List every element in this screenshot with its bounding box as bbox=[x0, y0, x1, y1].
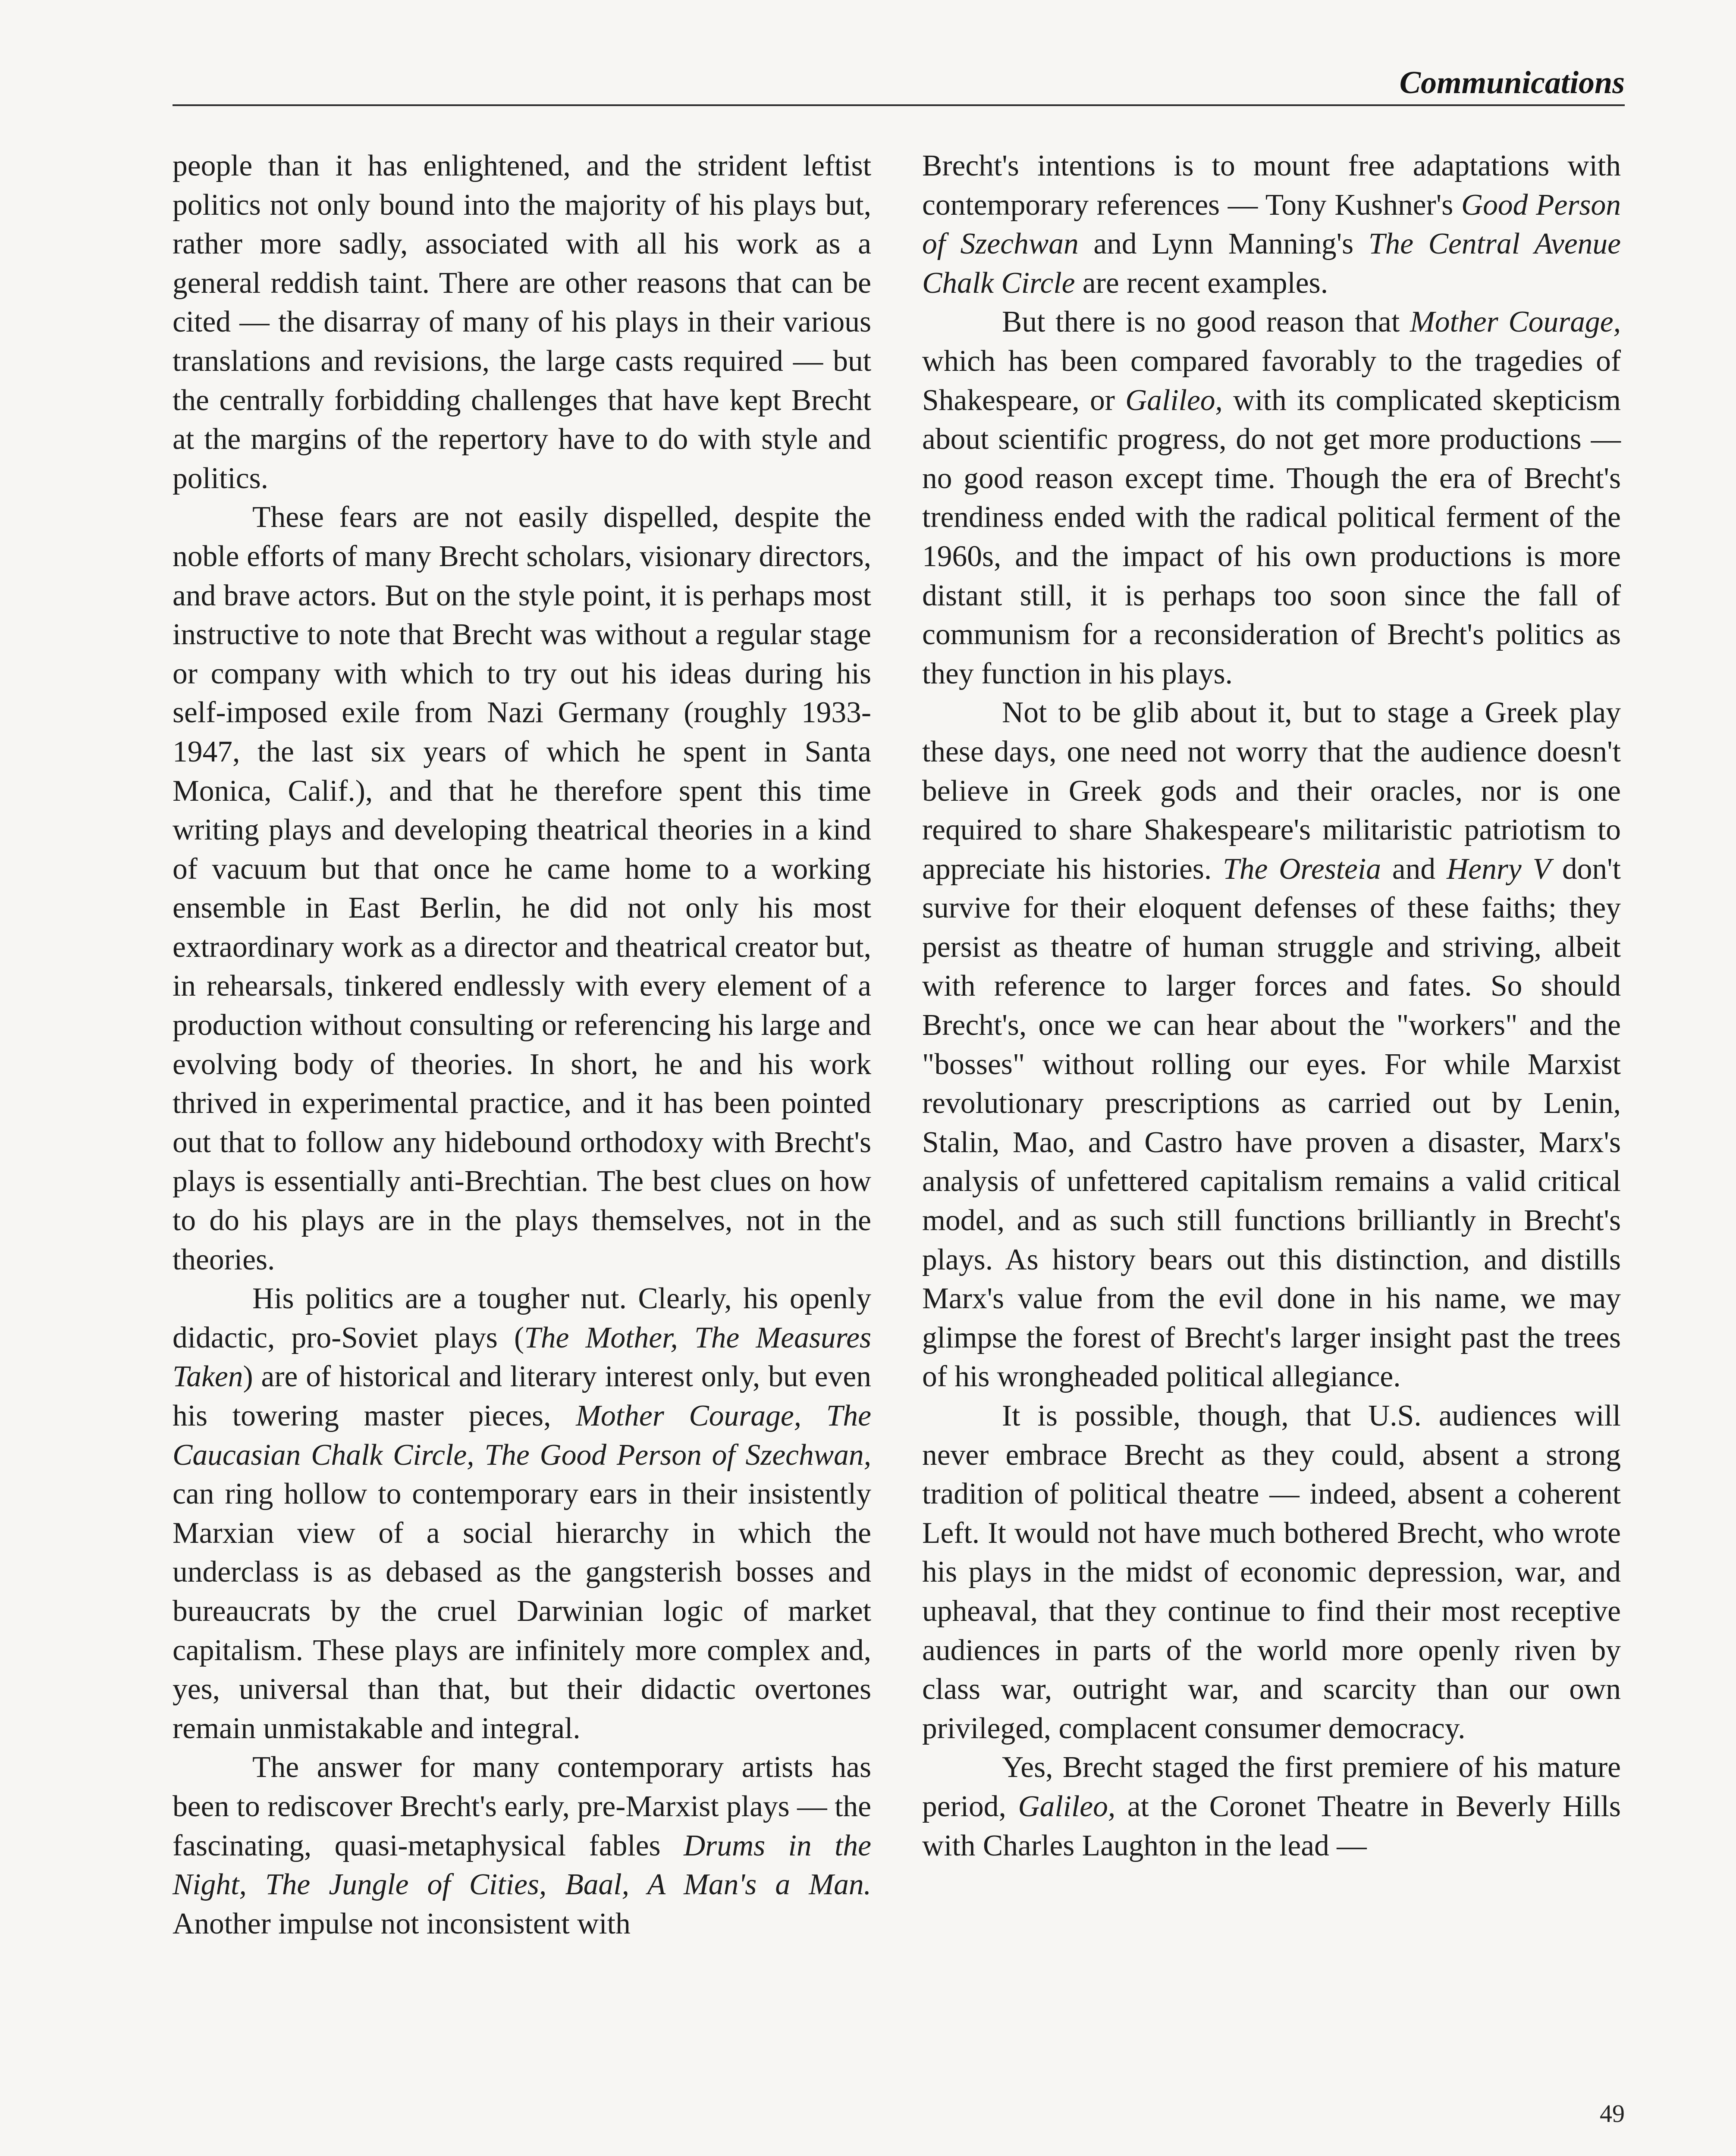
play-title: Galileo, bbox=[1125, 383, 1223, 417]
play-title: The Central Avenue Chalk Circle bbox=[922, 227, 1621, 300]
play-title: Mother Courage, The Caucasian Chalk Circle, The Good Person of Szechwan, bbox=[173, 1399, 871, 1472]
paragraph: His politics are a tougher nut. Clearly, his openly didactic, pro-Soviet plays (The Mother, The Measures Taken) are of historical and literary interest only, but even his towering master pieces, Mother Courage, The Caucasian Chalk Circle, The Good Person of Szechwan, can ring hollow to contemporary ears in their insistently Marxian view of a social hierarchy in which the underclass is as debased as the gangsterish bosses and bureaucrats by the cruel Darwinian logic of market capitalism. These plays are infinitely more complex and, yes, universal than that, but their didactic overtones remain unmistakable and integral. bbox=[173, 1282, 871, 1745]
play-title: Henry V bbox=[1447, 852, 1551, 886]
paragraph: Yes, Brecht staged the first premiere of his mature period, Galileo, at the Coronet Theatre in Beverly Hills with Charles Laughton in the lead — bbox=[922, 1751, 1621, 1862]
header-rule bbox=[173, 104, 1625, 106]
paragraph: Not to be glib about it, but to stage a Greek play these days, one need not worry that the audience doesn't believe in Greek gods and their oracles, nor is one required to share Shakespeare's militaristic patriotism to appreciate his histories. The Oresteia and Henry V don't survive for their eloquent defenses of these faiths; they persist as theatre of human struggle and striving, albeit with reference to larger forces and fates. So should Brecht's, once we can hear about the "workers" and the "bosses" without rolling our eyes. For while Marxist revolutionary prescriptions as carried out by Lenin, Stalin, Mao, and Castro have proven a disaster, Marx's analysis of unfettered capitalism remains a valid critical model, and as such still functions brilliantly in Brecht's plays. As history bears out this distinction, and distills Marx's value from the evil done in his name, we may glimpse the forest of Brecht's larger insight past the trees of his wrongheaded political allegiance. bbox=[922, 696, 1621, 1394]
running-head: Communications bbox=[1399, 65, 1625, 100]
play-title: Drums in the Night, The Jungle of Cities, Baal, A Man's a Man. bbox=[173, 1829, 871, 1902]
play-title: Mother Courage, bbox=[1410, 305, 1621, 339]
paragraph: These fears are not easily dispelled, despite the noble efforts of many Brecht scholars, visionary directors, and brave actors. But on the style point, it is perhaps most instructive to note that Brecht was without a regular stage or company with which to try out his ideas during his self-imposed exile from Nazi Germany (roughly 1933-1947, the last six years of which he spent in Santa Monica, Calif.), and that he therefore spent this time writing plays and developing theatrical theories in a kind of vacuum but that once he came home to a working ensemble in East Berlin, he did not only his most extraordinary work as a director and theatrical creator but, in rehearsals, tinkered endlessly with every element of a production without consulting or referencing his large and evolving body of theories. In short, he and his work thrived in experimental practice, and it has been pointed out that to follow any hidebound orthodoxy with Brecht's plays is essentially anti-Brechtian. The best clues on how to do his plays are in the plays themselves, not in the theories. bbox=[173, 501, 871, 1276]
page-number: 49 bbox=[1600, 2100, 1625, 2128]
paragraph: Brecht's intentions is to mount free adaptations with contemporary references — Tony Kushner's Good Person of Szechwan and Lynn Manning's The Central Avenue Chalk Circle are recent examples. bbox=[922, 149, 1621, 300]
play-title: The Mother, The Measures Taken bbox=[173, 1321, 871, 1394]
paragraph: people than it has enlightened, and the strident leftist politics not only bound into the majority of his plays but, rather more sadly, associated with all his work as a general reddish taint. There are other reasons that can be cited — the disarray of many of his plays in their various translations and revisions, the large casts required — but the centrally forbidding challenges that have kept Brecht at the margins of the repertory have to do with style and politics. bbox=[173, 149, 871, 495]
play-title: Galileo, bbox=[1018, 1789, 1116, 1823]
play-title: The Oresteia bbox=[1223, 852, 1381, 886]
paragraph: But there is no good reason that Mother Courage, which has been compared favorably to the tragedies of Shakespeare, or Galileo, with its complicated skepticism about scientific progress, do not get more productions — no good reason except time. Though the era of Brecht's trendiness ended with the radical political ferment of the 1960s, and the impact of his own productions is more distant still, it is perhaps too soon since the fall of communism for a reconsideration of Brecht's politics as they function in his plays. bbox=[922, 305, 1621, 690]
right-column bbox=[922, 147, 1621, 1865]
left-column bbox=[173, 147, 871, 1943]
play-title: Good Person of Szechwan bbox=[922, 188, 1621, 261]
paragraph: It is possible, though, that U.S. audiences will never embrace Brecht as they could, absent a strong tradition of political theatre — indeed, absent a coherent Left. It would not have much bothered Brecht, who wrote his plays in the midst of economic depression, war, and upheaval, that they continue to find their most receptive audiences in parts of the world more openly riven by class war, outright war, and scarcity than our own privileged, complacent consumer democracy. bbox=[922, 1399, 1621, 1745]
paragraph: The answer for many contemporary artists has been to rediscover Brecht's early, pre-Marxist plays — the fascinating, quasi-metaphysical fables Drums in the Night, The Jungle of Cities, Baal, A Man's a Man. Another impulse not inconsistent with bbox=[173, 1751, 871, 1940]
